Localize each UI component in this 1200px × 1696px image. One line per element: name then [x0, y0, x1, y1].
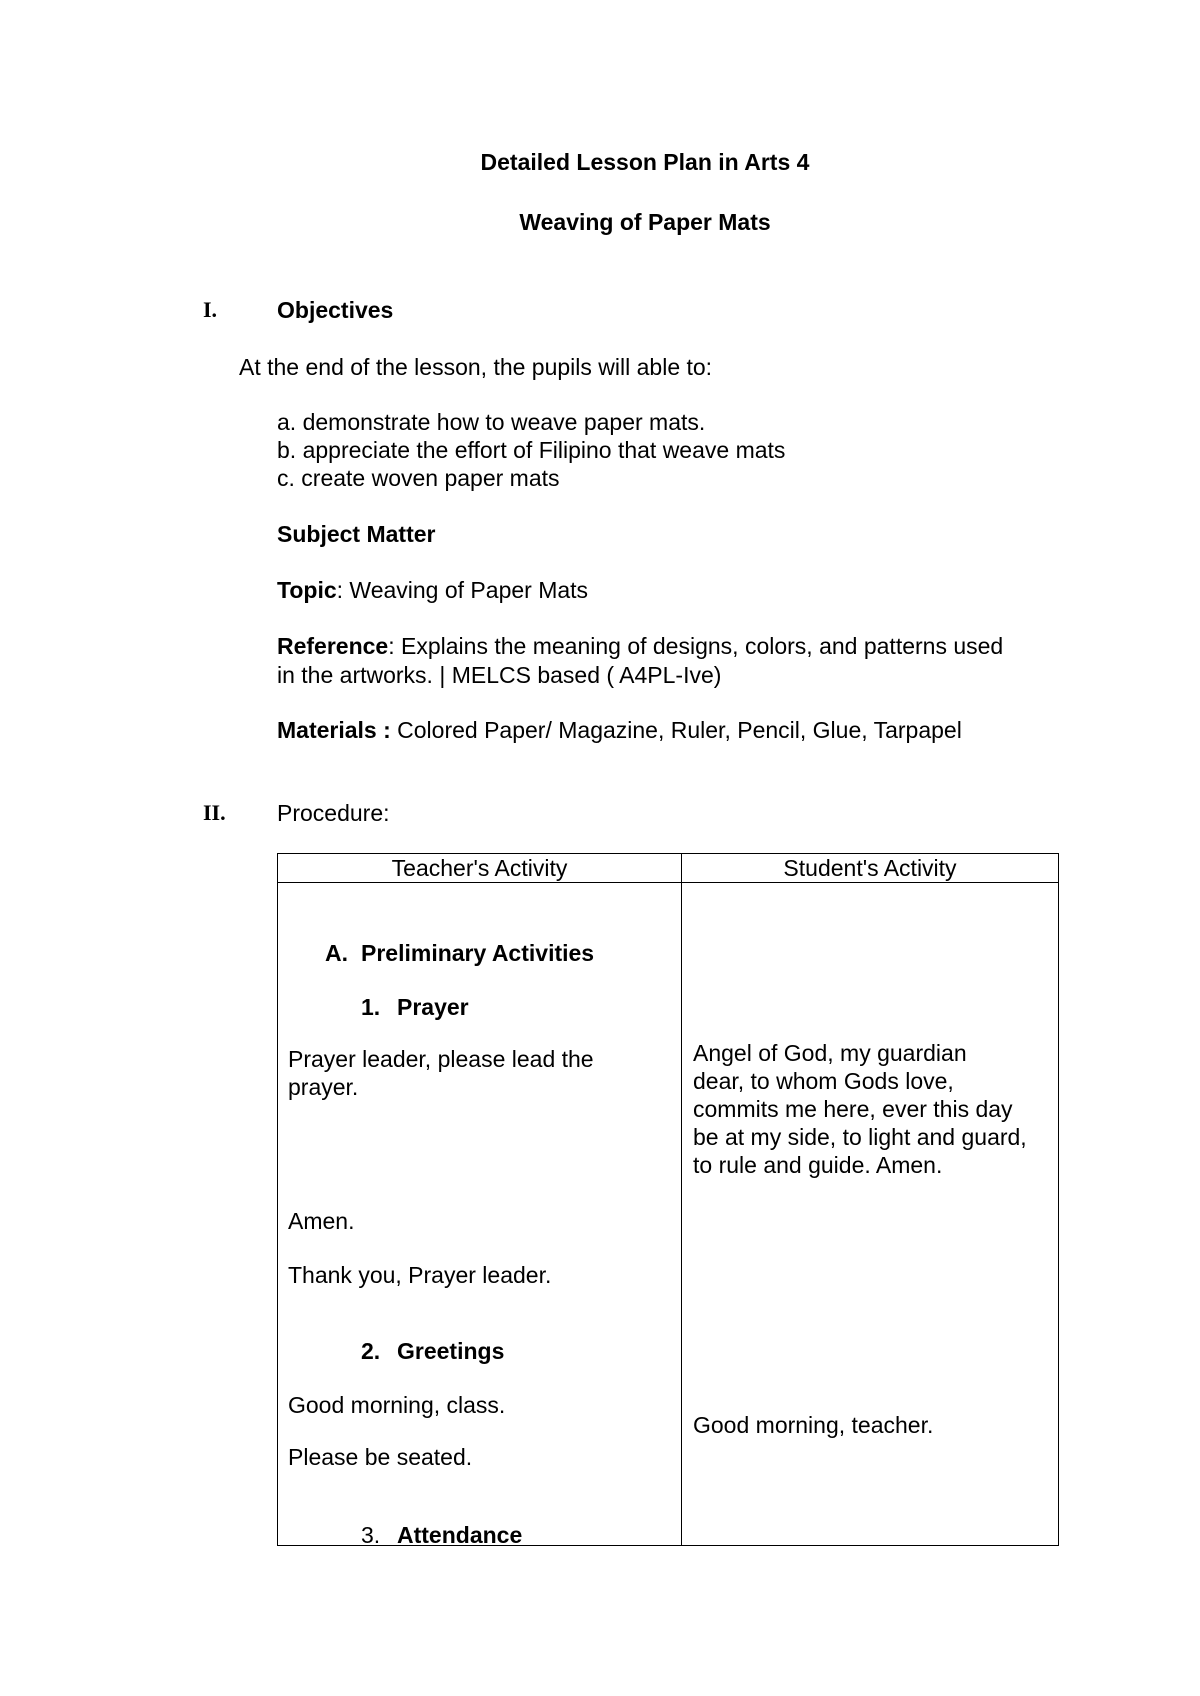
- attendance-label: Attendance: [397, 1522, 523, 1548]
- topic-line: [277, 576, 588, 604]
- student-prayer-line: to rule and guide. Amen.: [693, 1152, 943, 1178]
- reference-value: : Explains the meaning of designs, colors, and patterns used: [388, 633, 1004, 659]
- topic-label: Topic: [277, 577, 337, 603]
- greetings-number: 2.: [361, 1338, 381, 1364]
- attendance-number: 3.: [361, 1522, 381, 1548]
- procedure-heading: Procedure:: [277, 800, 390, 826]
- teacher-thank-you: Thank you, Prayer leader.: [288, 1262, 552, 1288]
- materials-label: Materials :: [277, 717, 391, 743]
- teacher-amen: Amen.: [288, 1208, 355, 1234]
- student-prayer-line: Angel of God, my guardian: [693, 1040, 967, 1066]
- section-numeral-2: II.: [203, 800, 226, 825]
- reference-line: [277, 632, 1003, 660]
- materials-value: Colored Paper/ Magazine, Ruler, Pencil, Glue, Tarpapel: [390, 717, 962, 743]
- subject-matter-heading: Subject Matter: [277, 521, 436, 547]
- objectives-heading: Objectives: [277, 297, 394, 323]
- table-header-row: [278, 854, 1059, 883]
- prayer-instruction-cont: prayer.: [288, 1074, 359, 1100]
- prayer-number: 1.: [361, 994, 381, 1020]
- reference-label: Reference: [277, 633, 389, 659]
- student-prayer-line: commits me here, ever this day: [693, 1096, 1013, 1122]
- greetings-heading: [361, 1337, 504, 1365]
- procedure-table: [277, 853, 1059, 1546]
- prayer-label: Prayer: [397, 994, 469, 1020]
- student-prayer-line: dear, to whom Gods love,: [693, 1068, 954, 1094]
- teacher-activity-header: Teacher's Activity: [278, 854, 682, 883]
- prayer-instruction: Prayer leader, please lead the: [288, 1046, 594, 1072]
- student-activity-header: Student's Activity: [682, 854, 1059, 883]
- objective-item: b. appreciate the effort of Filipino that weave mats: [277, 437, 786, 463]
- table-row: [278, 883, 1059, 1546]
- objectives-intro: At the end of the lesson, the pupils will able to:: [239, 354, 713, 380]
- preliminary-letter: A.: [325, 940, 348, 966]
- attendance-heading: [361, 1521, 522, 1549]
- preliminary-heading: [325, 939, 594, 967]
- greetings-label: Greetings: [397, 1338, 505, 1364]
- reference-continuation: in the artworks. | MELCS based ( A4PL-Ive): [277, 662, 722, 688]
- objective-item: c. create woven paper mats: [277, 465, 560, 491]
- teacher-activity-cell: [278, 883, 682, 1546]
- materials-line: [277, 716, 962, 744]
- student-activity-cell: [682, 883, 1059, 1546]
- objective-item: a. demonstrate how to weave paper mats.: [277, 409, 706, 435]
- document-subtitle: Weaving of Paper Mats: [519, 209, 771, 235]
- teacher-good-morning: Good morning, class.: [288, 1392, 506, 1418]
- student-prayer-line: be at my side, to light and guard,: [693, 1124, 1027, 1150]
- document-title: Detailed Lesson Plan in Arts 4: [480, 149, 810, 175]
- student-greeting-reply: Good morning, teacher.: [693, 1412, 934, 1438]
- section-numeral-1: I.: [203, 297, 218, 322]
- preliminary-label: Preliminary Activities: [361, 940, 595, 966]
- prayer-heading: [361, 993, 469, 1021]
- topic-value: : Weaving of Paper Mats: [336, 577, 589, 603]
- teacher-be-seated: Please be seated.: [288, 1444, 473, 1470]
